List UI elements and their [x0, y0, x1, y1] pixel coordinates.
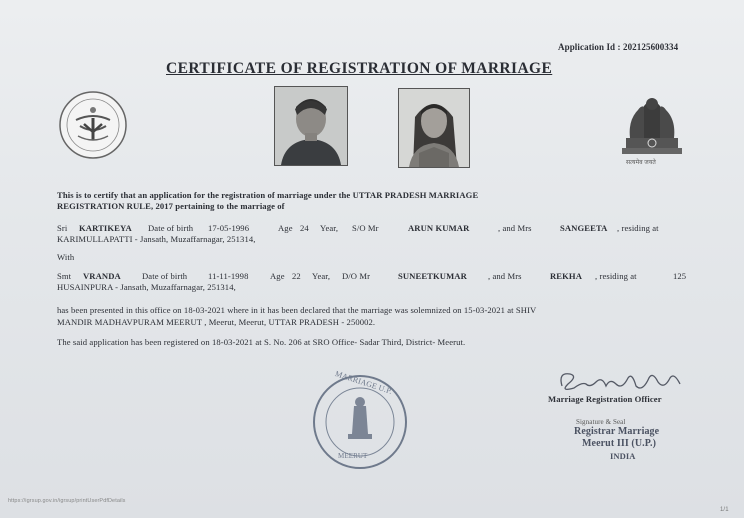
bride-residing: , residing at	[595, 271, 637, 281]
bride-dob-label: Date of birth	[142, 271, 188, 281]
certificate-title: CERTIFICATE OF REGISTRATION OF MARRIAGE	[166, 60, 553, 77]
bride-father: SUNEETKUMAR	[398, 271, 467, 281]
groom-relation: S/O Mr	[352, 223, 379, 233]
national-emblem-icon	[616, 90, 688, 168]
bride-address: HUSAINPURA - Jansath, Muzaffarnagar, 251314,	[57, 282, 236, 292]
bride-age-label: Age	[270, 271, 285, 281]
bride-mother: REKHA	[550, 271, 583, 281]
signer-designation: Marriage Registration Officer	[548, 394, 662, 404]
page-number: 1/1	[720, 507, 729, 513]
registrar-office: Meerut III (U.P.)	[582, 438, 657, 449]
groom-prefix: Sri	[57, 223, 68, 233]
signature-seal-label: Signature & Seal	[576, 418, 626, 426]
groom-father: ARUN KUMAR	[408, 223, 470, 233]
bride-age: 22	[292, 271, 301, 281]
bride-relation: D/O Mr	[342, 271, 371, 281]
groom-name: KARTIKEYA	[79, 223, 132, 233]
groom-photo	[274, 86, 348, 166]
registered-line: The said application has been registered on 18-03-2021 at S. No. 206 at SRO Office- Sadar Third, District- Meerut.	[57, 337, 466, 347]
application-id: Application Id : 202125600334	[558, 42, 679, 52]
groom-mother: SANGEETA	[560, 223, 608, 233]
presented-line-2: MANDIR MADHAVPURAM MEERUT , Meerut, Meerut, UTTAR PRADESH - 250002.	[57, 317, 376, 327]
groom-age-label: Age	[278, 223, 293, 233]
bride-photo	[398, 88, 470, 168]
groom-dob-label: Date of birth	[148, 223, 194, 233]
registrar-title: Registrar Marriage	[574, 426, 660, 437]
bride-house-no: 125	[673, 271, 687, 281]
presented-line-1: has been presented in this office on 18-03-2021 where in it has been declared that the marriage was solemnized on 15-03-2021 at SHIV	[57, 305, 537, 315]
groom-address: KARIMULLAPATTI - Jansath, Muzaffarnagar, 251314,	[57, 234, 256, 244]
groom-age-unit: Year,	[320, 223, 339, 233]
intro-line-2: REGISTRATION RULE, 2017 pertaining to the marriage of	[57, 201, 285, 211]
bride-age-unit: Year,	[312, 271, 331, 281]
up-government-seal-icon	[58, 90, 128, 160]
groom-and-mrs: , and Mrs	[498, 223, 532, 233]
seal-bottom-text: MEERUT	[338, 452, 368, 460]
bride-prefix: Smt	[57, 271, 72, 281]
bride-and-mrs: , and Mrs	[488, 271, 522, 281]
groom-dob: 17-05-1996	[208, 223, 250, 233]
bride-name: VRANDA	[83, 271, 121, 281]
intro-line-1: This is to certify that an application for the registration of marriage under the UTTAR PRADESH MARRIAGE	[57, 190, 479, 200]
groom-age: 24	[300, 223, 309, 233]
bride-dob: 11-11-1998	[208, 271, 249, 281]
emblem-motto: सत्यमेव जयते	[626, 160, 656, 166]
registrar-country: INDIA	[610, 451, 636, 461]
seal-ring-text: MARRIAGE U.P.	[334, 369, 394, 396]
with-label: With	[57, 252, 75, 262]
footer-url: https://igrsup.gov.in/igrsup/printUserPdfDetails	[8, 498, 126, 504]
groom-residing: , residing at	[617, 223, 659, 233]
handwritten-signature	[556, 364, 686, 396]
